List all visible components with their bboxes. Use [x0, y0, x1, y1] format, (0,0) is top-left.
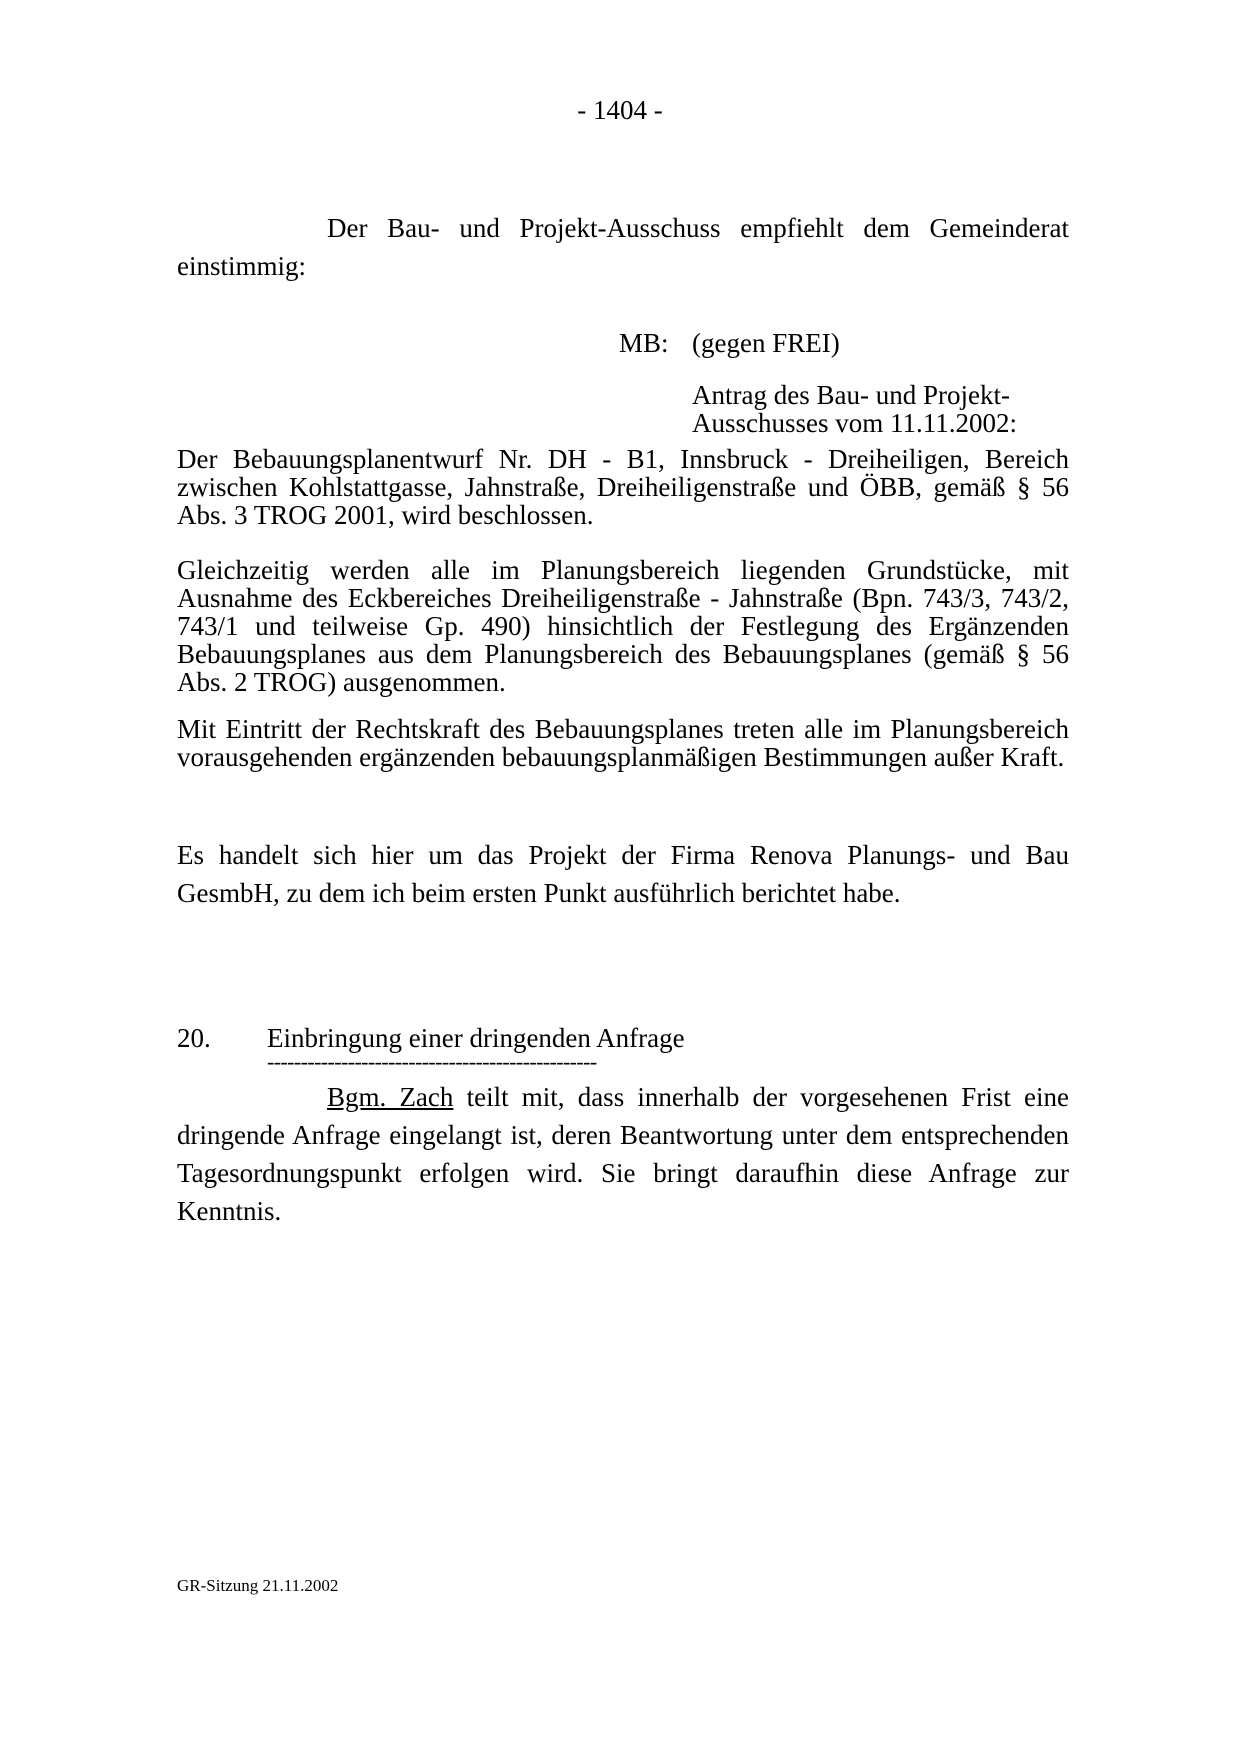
agenda-item-text	[177, 1078, 1069, 1230]
resolution-paragraph-3: Mit Eintritt der Rechtskraft des Bebauungsplanes treten alle im Planungsbereich vorausgehenden ergänzenden bebauungsplanmäßigen Bestimmungen außer Kraft.	[177, 714, 1069, 772]
mb-value: (gegen FREI)	[692, 328, 840, 358]
page-number: - 1404 -	[577, 95, 663, 125]
committee-recommendation: Der Bau- und Projekt-Ausschuss empfiehlt dem Gemeinderat	[327, 213, 1069, 243]
agenda-item-number: 20.	[177, 1023, 211, 1053]
resolution-paragraph-2: Gleichzeitig werden alle im Planungsbereich liegenden Grundstücke, mit Ausnahme des Eckbereiches Dreiheiligenstraße - Jahnstraße (Bpn. 743/3, 743/2, 743/1 und teilweise Gp. 490) hinsichtlich der Festlegung des Ergänzenden Bebauungsplanes aus dem Planungsbereich des Bebauungsplanes (gemäß § 56 Abs. 2 TROG) ausgenommen.	[177, 555, 1069, 697]
speaker-name: Bgm. Zach	[327, 1082, 454, 1112]
motion-header-line1: Antrag des Bau- und Projekt-	[692, 380, 1010, 410]
motion-header-line2: Ausschusses vom 11.11.2002:	[692, 408, 1018, 438]
agenda-item-title: Einbringung einer dringenden Anfrage	[267, 1023, 685, 1053]
resolution-paragraph-1: Der Bebauungsplanentwurf Nr. DH - B1, Innsbruck - Dreiheiligen, Bereich zwischen Kohlstattgasse, Jahnstraße, Dreiheiligenstraße und ÖBB, gemäß § 56 Abs. 3 TROG 2001, wird beschlossen.	[177, 444, 1069, 530]
agenda-item-body: teilt mit, dass innerhalb der vorgesehenen Frist eine dringende Anfrage eingelangt ist, deren Beantwortung unter dem entsprechenden Tagesordnungspunkt erfolgen wird. Sie bringt daraufhin diese Anfrage zur Kenntnis.	[177, 1082, 1069, 1226]
mb-label: MB:	[619, 328, 669, 358]
page-footer: GR-Sitzung 21.11.2002	[177, 1576, 339, 1595]
agenda-item-underline: -------------------------------------------------	[267, 1049, 597, 1074]
committee-recommendation-continued: einstimmig:	[177, 251, 307, 281]
motion-header	[692, 381, 1072, 437]
explanation-paragraph: Es handelt sich hier um das Projekt der Firma Renova Planungs- und Bau GesmbH, zu dem ich beim ersten Punkt ausführlich berichtet habe.	[177, 840, 1069, 908]
